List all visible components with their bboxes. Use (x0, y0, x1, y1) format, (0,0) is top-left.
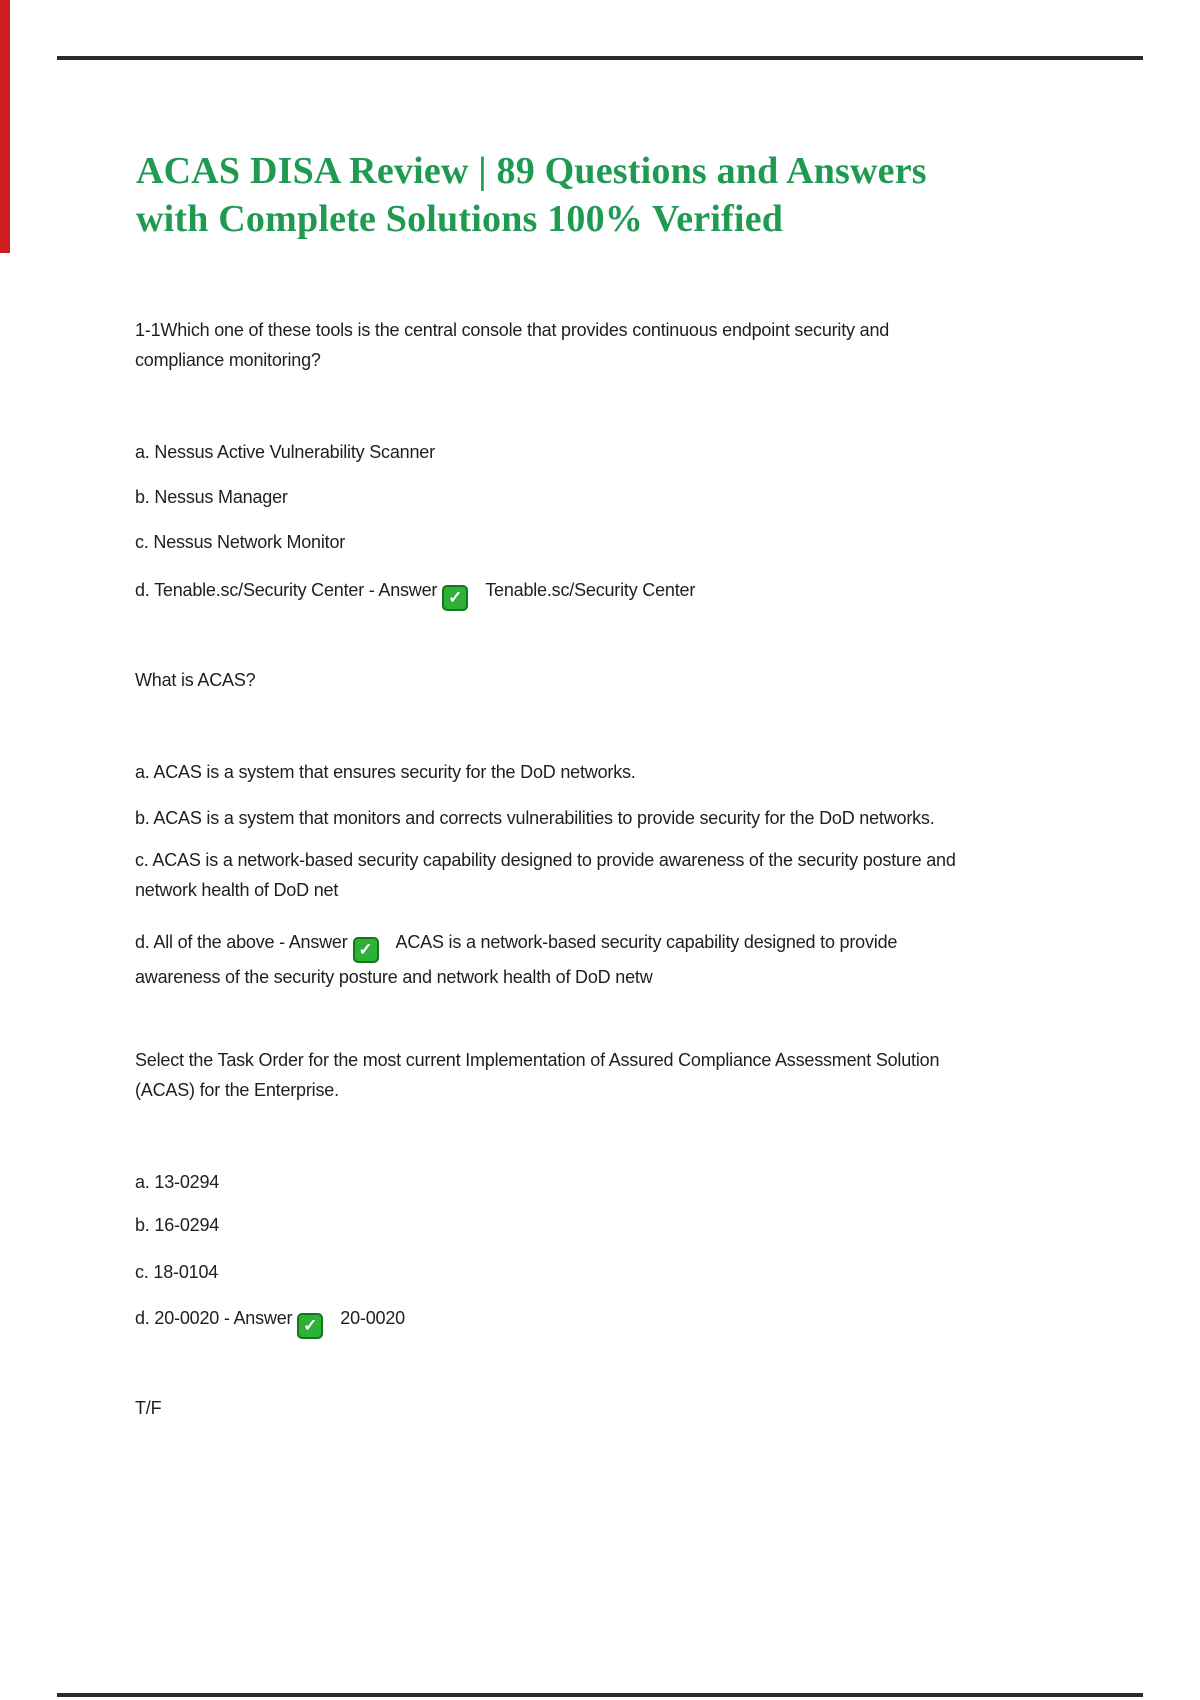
question-1-prompt-line1: 1-1Which one of these tools is the central console that provides continuous endpoint security and (135, 320, 890, 340)
question-1-prompt (135, 315, 889, 375)
question-1-option-a: a. Nessus Active Vulnerability Scanner (135, 442, 435, 462)
question-1-prompt-line2: compliance monitoring? (135, 350, 321, 370)
question-1-answer-text: d. Tenable.sc/Security Center - Answer (135, 580, 438, 600)
question-3-option-c: c. 18-0104 (135, 1262, 219, 1282)
red-accent-bar (0, 0, 10, 253)
document-title-line2: with Complete Solutions 100% Verified (136, 198, 784, 240)
question-3-answer-value: 20-0020 (340, 1308, 405, 1328)
question-2-answer-value-line1: ACAS is a network-based security capability designed to provide (395, 932, 898, 952)
top-rule (57, 56, 1143, 60)
question-3-prompt-line1: Select the Task Order for the most current Implementation of Assured Compliance Assessment Solution (135, 1050, 940, 1070)
question-3-prompt-line2: (ACAS) for the Enterprise. (135, 1080, 339, 1100)
question-2-option-a: a. ACAS is a system that ensures security for the DoD networks. (135, 762, 636, 782)
question-1-answer-value: Tenable.sc/Security Center (485, 580, 696, 600)
footer-label: T/F (135, 1398, 162, 1418)
question-2-answer-value-line2: awareness of the security posture and network health of DoD netw (135, 967, 653, 987)
checkmark-icon: ✓ (448, 588, 463, 607)
question-2-option-c (135, 845, 956, 905)
question-2-prompt: What is ACAS? (135, 670, 256, 690)
question-3-option-a: a. 13-0294 (135, 1172, 220, 1192)
question-3-prompt (135, 1045, 939, 1105)
question-1-answer-line (135, 575, 695, 611)
bottom-rule (57, 1693, 1143, 1697)
question-1-option-c: c. Nessus Network Monitor (135, 532, 346, 552)
document-title-line1: ACAS DISA Review | 89 Questions and Answers (136, 150, 927, 192)
question-2-answer-row (135, 928, 897, 963)
question-2-answer-text: d. All of the above - Answer (135, 932, 348, 952)
question-3-answer-line (135, 1303, 405, 1339)
checked-checkbox-icon (353, 937, 379, 963)
question-2-option-c-line1: c. ACAS is a network-based security capability designed to provide awareness of the security posture and (135, 850, 956, 870)
question-3-answer-text: d. 20-0020 - Answer (135, 1308, 293, 1328)
question-3-option-b: b. 16-0294 (135, 1215, 220, 1235)
checkmark-icon: ✓ (303, 1316, 318, 1335)
document-title (136, 147, 927, 243)
checked-checkbox-icon (442, 585, 468, 611)
question-2-answer-line (135, 928, 897, 991)
question-1-option-b: b. Nessus Manager (135, 487, 288, 507)
question-2-option-b: b. ACAS is a system that monitors and corrects vulnerabilities to provide security for the DoD networks. (135, 808, 935, 828)
question-2-option-c-line2: network health of DoD net (135, 880, 339, 900)
checkmark-icon: ✓ (358, 940, 373, 959)
checked-checkbox-icon (297, 1313, 323, 1339)
